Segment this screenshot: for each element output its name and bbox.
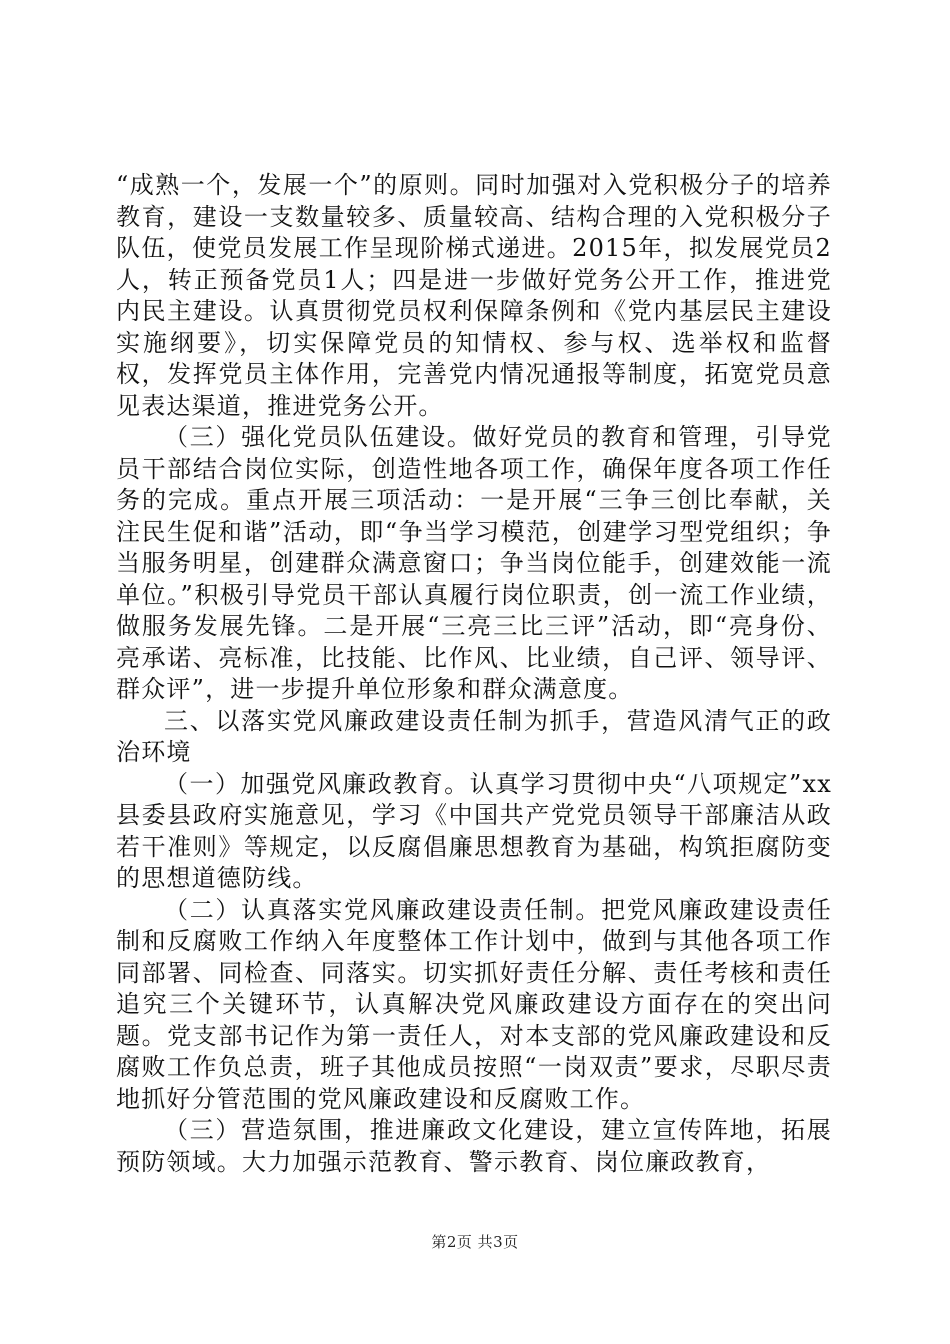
paragraph-integrity-culture: （三）营造氛围，推进廉政文化建设，建立宣传阵地，拓展预防领域。大力加强示范教育、警示教育、岗位廉政教育， <box>116 1116 832 1176</box>
page-number-footer: 第2页 共3页 <box>431 1233 519 1251</box>
document-body <box>116 170 832 1178</box>
paragraph-continuation: “成熟一个，发展一个”的原则。同时加强对入党积极分子的培养教育，建设一支数量较多、质量较高、结构合理的入党积极分子队伍，使党员发展工作呈现阶梯式递进。2015年，拟发展党员2人，转正预备党员1人；四是进一步做好党务公开工作，推进党内民主建设。认真贯彻党员权利保障条例和《党内基层民主建设实施纲要》，切实保障党员的知情权、参与权、选举权和监督权，发挥党员主体作用，完善党内情况通报等制度，拓宽党员意见表达渠道，推进党务公开。 <box>116 171 832 420</box>
section-heading-three: 三、以落实党风廉政建设责任制为抓手，营造风清气正的政治环境 <box>116 706 832 766</box>
paragraph-integrity-education: （一）加强党风廉政教育。认真学习贯彻中央“八项规定”xx县委县政府实施意见，学习《中国共产党党员领导干部廉洁从政若干准则》等规定，以反腐倡廉思想教育为基础，构筑拒腐防变的思想道德防线。 <box>116 769 832 892</box>
paragraph-party-member-team: （三）强化党员队伍建设。做好党员的教育和管理，引导党员干部结合岗位实际，创造性地各项工作，确保年度各项工作任务的完成。重点开展三项活动：一是开展“三争三创比奉献，关注民生促和谐”活动，即“争当学习模范，创建学习型党组织；争当服务明星，创建群众满意窗口；争当岗位能手，创建效能一流单位。”积极引导党员干部认真履行岗位职责，创一流工作业绩，做服务发展先锋。二是开展“三亮三比三评”活动，即“亮身份、亮承诺、亮标准，比技能、比作风、比业绩，自己评、领导评、群众评”，进一步提升单位形象和群众满意度。 <box>116 423 832 703</box>
paragraph-responsibility-system: （二）认真落实党风廉政建设责任制。把党风廉政建设责任制和反腐败工作纳入年度整体工作计划中，做到与其他各项工作同部署、同检查、同落实。切实抓好责任分解、责任考核和责任追究三个关键环节，认真解决党风廉政建设方面存在的突出问题。党支部书记作为第一责任人，对本支部的党风廉政建设和反腐败工作负总责，班子其他成员按照“一岗双责”要求，尽职尽责地抓好分管范围的党风廉政建设和反腐败工作。 <box>116 895 832 1113</box>
